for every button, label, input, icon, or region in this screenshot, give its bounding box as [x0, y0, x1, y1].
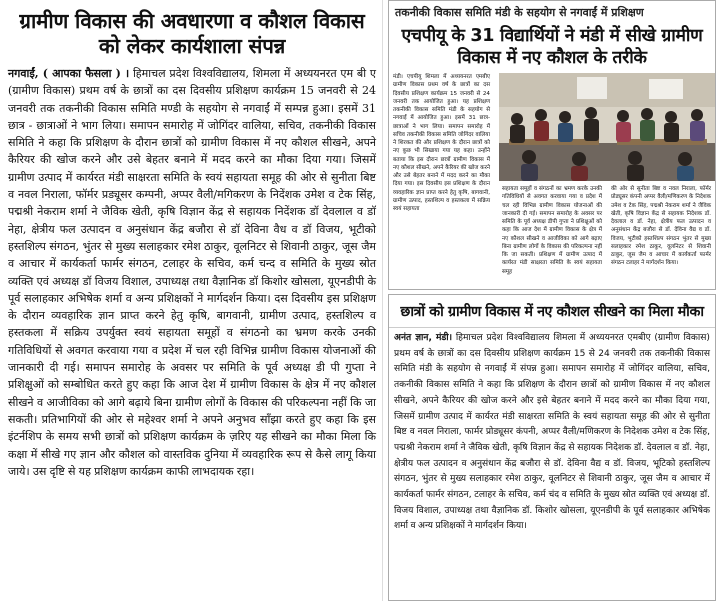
top-right-column-2: सहायता समूहों व संगठनों का भ्रमण करके उनकी गतिविधियों से अवगत करवाया गया व प्रदेश में चल रही विभिन्न ग्रामीण विकास योजनाओं की जानकारी दी गई। समापन समारोह के अवसर पर समिति के पूर्व अध्यक्ष डीपी गुप्ता ने प्रशिक्षुओं को कहा कि आज देश में ग्रामीण विकास के क्षेत्र में नए कौशल सीखने व आजीविका को आगे बढ़ाए बिना ग्रामीण लोगों के विकास की परिकल्पना नहीं कि जा सकती। प्रशिक्षण में ग्रामीण उत्पाद में कार्यरत मंडी साक्षरता समिति के स्वयं सहायता समूह	[502, 186, 602, 275]
left-article-text: हिमाचल प्रदेश विश्वविद्यालय, शिमला में अध्ययनरत एम बी ए (ग्रामीण विकास) प्रथम वर्ष के छात्रों का दस दिवसीय प्रशिक्षण कार्यक्रम 15 जनवरी से 24 जनवरी तक तकनीकी विकास समिति मण्डी के सहयोग से नगवाईं में सम्पन्न हुआ। इसमें 31 छात्र - छात्राओं ने भाग लिया। समापन समारोह में जोगिंदर वालिया, सचिव, तकनीकी विकास समिति ने कहा कि प्रशिक्षण के दौरान छात्रों को ग्रामीण विकास में नए कौशल सीखने, अपने कैरियर की खोज करने और उसे बेहतर बनाने में मदद करने का मौका दिया गया। जिसमें ग्रामीण उत्पाद में कार्यरत मंडी साक्षरता समिति के स्वयं सहायता समूह की ओर से सुनीता बिष्ट व नवल निराला, फॉर्मर प्रड्यूसर कम्पनी, अप्पर वैली/मगिकरण के निदेंशक उमेश व टेक सिंह, पद्मश्री नेकराम शर्मा ने जैविक खेती, कृषि विज्ञान केंद्र से सहायक निदेंशक डॉ देवलाल व डॉ नेहा, क्षेत्रीय फल उत्पादन व अनुसंधान केंद्र बजौरा से डॉ देविना वैध व डॉ विजय, भूटीको हस्तशिल्प संगठन, भुंतर से मुख्य सलाहकार रमेश ठाकुर, वूलनिटर से शिवानी ठाकुर, जूस जैम व आचार में कार्यकर्ता फार्मर संगठन, टलाहर के सचिव, कर्म चन्द व समिति के मुख्य स्रोत व्यक्ति एवं अध्यक्ष डॉ विजय विशाल, उपाध्यक्ष तथा वैज्ञानिक डॉ किशोर खोसला, यूएनडीपी के पूर्व सलाहकार अभिषेक शर्मा व अन्य प्रशिक्षकों ने मार्गदर्शन किया। दस दिवसीय इस प्रशिक्षण के दौरान व्यवहारिक ज्ञान प्राप्त करने हेतु कृषि, बागवानी, ग्रामीण उत्पाद, हस्तशिल्प व हस्तकला में सक्रिय उपर्युक्त स्वयं सहायता समूहों व संगठनो का भ्रमण करके उनकी गतिविधियों से अवगत करवाया गया व प्रदेश में चल रही विभिन्न ग्रामीण विकास योजनाओं की जानकारी दी गई। समापन समारोह के अवसर पर समिति के पूर्व अध्यक्ष डी पी गुप्ता ने प्रशिक्षुओं को सम्बोधित करते हुए कहा कि आज देश में ग्रामीण विकास के क्षेत्र में नए कौशल सीखने व आजीविका को आगे बढ़ाये बिना ग्रामीण लोगों के विकास की परिकल्पना नहीं कि जा सकती। प्रतिभागियों की ओर से महेश्वर शर्मा ने अपने अनुभव साँझा करते हुए कहा कि इस इंटर्नशिप के समय सभी छात्रों को प्रशिक्षण कार्यक्रम के ज़रिए यह सीखने का मौका मिला कि कक्षा में सीखे गए ज्ञान और कौशल को वास्तविक दुनिया में व्यवहारिक रूप से कैसे लागू किया जाये। उस दृष्टि से यह प्रशिक्षण कार्यक्रम काफी लाभदायक रहा।	[8, 67, 376, 478]
bottom-right-article	[388, 294, 716, 601]
left-article-body	[8, 65, 376, 480]
top-right-columns	[389, 73, 715, 283]
classroom-photo	[499, 73, 715, 181]
top-right-column-1: मंडी। एचपीयू शिमला में अध्ययनरत एमबीए ग्रामीण विकास प्रथम वर्ष के छात्रों का दस दिवसीय प्रशिक्षण कार्यक्रम 15 जनवरी से 24 जनवरी तक आयोजित हुआ। यह प्रशिक्षण तकनीकी विकास समिति मंडी के सहयोग से नगवाईं में आयोजित हुआ। इसमें 31 छात्र-छात्राओं ने भाग लिया। समापन समारोह में सचिव तकनीकी विकास समिति जोगिंदर वालिया ने शिरकत की और प्रशिक्षण के दौरान छात्रों को नए कुछ भी सिखाया गया यह कहा। उन्होंने बताया कि इस दौरान छात्रों ग्रामीण विकास में नए कौशल सीखने, अपने कैरियर की खोज करने और उसे बेहतर बनाने में मदद करने का मौका दिया गया। इस दिवसीय इस प्रशिक्षण के दौरान व्यवहारिक ज्ञान प्राप्त करने हेतु कृषि, बागवानी, ग्रामीण उत्पाद, हस्तशिल्प व हस्तकला में सक्रिय स्वयं सहायता	[393, 74, 490, 212]
classroom-photo-image	[499, 73, 715, 181]
top-right-column-3: की ओर से सुनीता बिष्ट व नवल निराला, फॉर्मर प्रोड्यूसर कंपनी अप्पर वैली/मणिकरण के निदेशक उमेश व टेक सिंह, पद्मश्री नेकराम शर्मा ने जैविक खेती, कृषि विज्ञान केंद्र से सहायक निदेशक डॉ. देवलाल व डॉ. नेहा, क्षेत्रीय फल उत्पादन व अनुसंधान केंद्र बजौरा से डॉ. देविना वैद्य व डॉ. विजय, भूटीको हस्तशिल्प संगठन भुंतर से मुख्य सलाहकार रमेश ठाकुर, वूलनिटर से शिवानी ठाकुर, जूस जैम व आचार में कार्यकर्ता फार्मर संगठन टलाहर ने मार्गदर्शन किया।	[611, 186, 711, 267]
right-column	[388, 0, 716, 601]
bottom-right-text: हिमाचल प्रदेश विश्वविद्यालय शिमला में अध्ययनरत एमबीए (ग्रामीण विकास) प्रथम वर्ष के छात्रों का दस दिवसीय प्रशिक्षण कार्यक्रम 15 से 24 जनवरी तक तकनीकी विकास समिति मंडी के सहयोग से नगवाईं में संपन्न हुआ। समापन समारोह में जोगिंदर वालिया, सचिव, तकनीकी विकास समिति ने कहा कि प्रशिक्षण के दौरान छात्रों को ग्रामीण विकास में नए कौशल सीखने, अपने कैरियर की खोज करने और इसे बेहतर बनाने में मदद करने का मौका दिया गया, जिसमें ग्रामीण उत्पाद में कार्यरत मंडी साक्षरता समिति के स्वयं सहायता समूह की ओर से सुनीता बिष्ट व नवल निराला, फार्मर प्रोड्यूसर कंपनी, अप्पर वैली/मणिकरण के निदेशक उमेश व टेक सिंह, पद्मश्री नेकराम शर्मा ने जैविक खेती, कृषि विज्ञान केंद्र से सहायक निदेशक डॉ. देवलाल व डॉ. नेहा, क्षेत्रीय फल उत्पादन व अनुसंधान केंद्र बजौरा से डॉ. देविना वैद्य व डॉ. विजय, भूटिको हस्तशिल्प संगठन, भुंतर से मुख्य सलाहकार रमेश ठाकुर, वूलनिटर से शिवानी ठाकुर, जूस जैम व आचार में कार्यकर्ता फार्मर संगठन, टलाहर के सचिव, कर्म चंद व समिति के मुख्य स्रोत व्यक्ति एवं अध्यक्ष डॉ. विजय विशाल, उपाध्यक्ष तथा वैज्ञानिक डॉ. किशोर खोसला, यूएनडीपी के पूर्व सलाहकार अभिषेक शर्मा व अन्य प्रशिक्षकों ने मार्गदर्शन किया।	[394, 333, 710, 532]
bottom-right-body	[389, 328, 715, 535]
bottom-right-headline: छात्रों को ग्रामीण विकास में नए कौशल सीखने का मिला मौका	[389, 295, 715, 328]
top-right-kicker: तकनीकी विकास समिति मंडी के सहयोग से नगवाईं में प्रशिक्षण	[395, 6, 644, 19]
bottom-right-dateline: अनंत ज्ञान, मंडी।	[394, 333, 453, 343]
left-article-headline: ग्रामीण विकास की अवधारणा व कौशल विकास को लेकर कार्यशाला संपन्न	[19, 9, 365, 58]
top-right-headline: एचपीयू के 31 विद्यार्थियों ने मंडी में सीखे ग्रामीण विकास में नए कौशल के तरीके	[401, 26, 703, 68]
left-article-dateline: नगवाईं, ( आपका फैसला ) ।	[8, 67, 130, 80]
top-right-article	[388, 0, 716, 290]
